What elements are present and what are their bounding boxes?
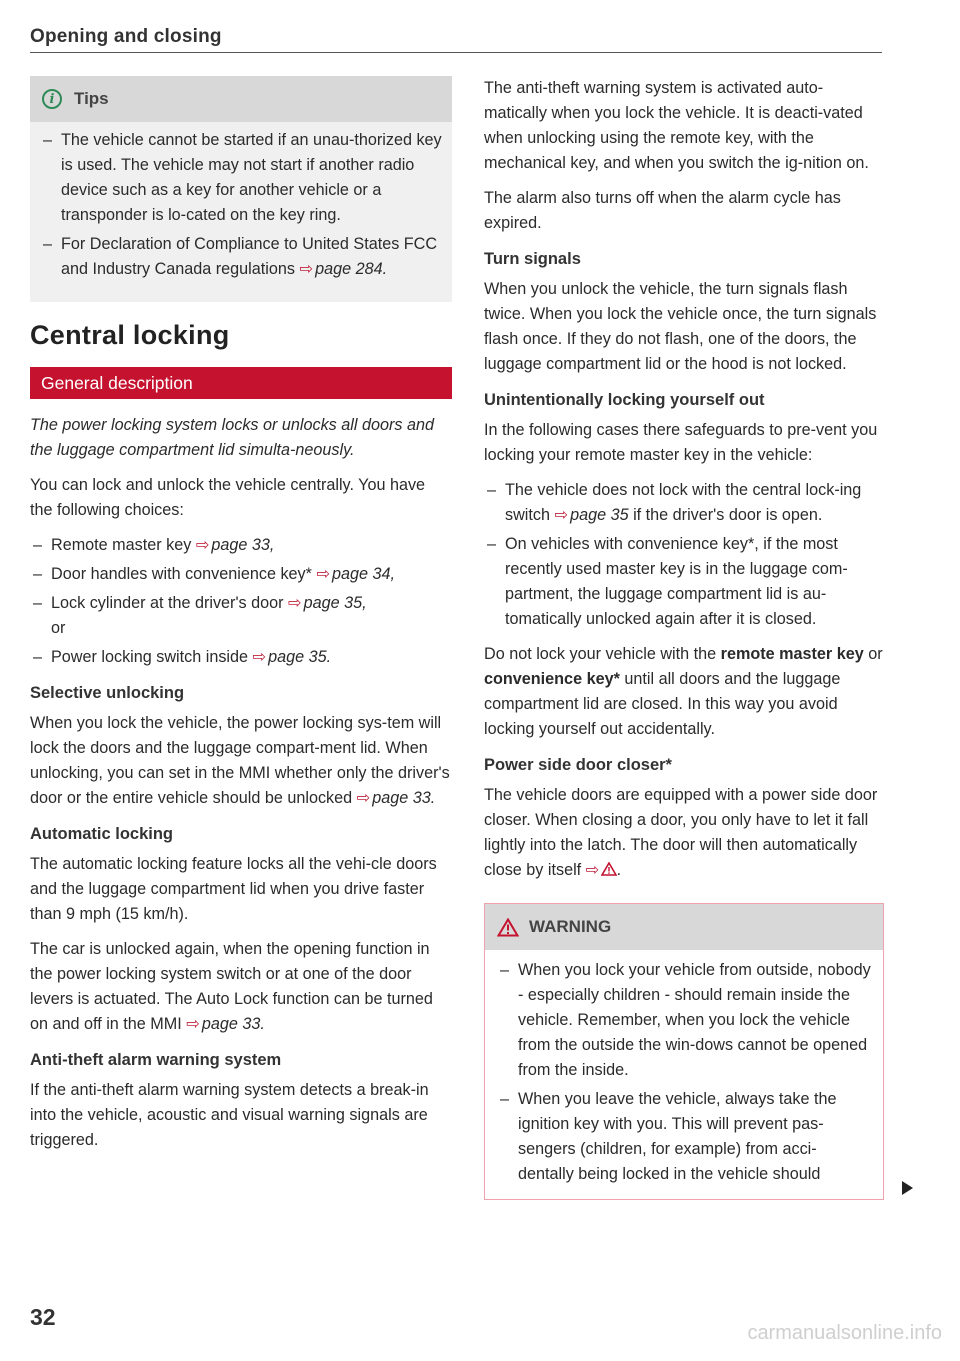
list-item: – When you lock your vehicle from outside, nobody - especially children - should remain inside the vehicle. Remember, when you lock the vehicle from the outside the win-dows cannot be opened from the inside. <box>497 958 871 1083</box>
paragraph: The anti-theft warning system is activated auto-matically when you lock the vehicle. It is deacti-vated when unlocking using the remote key, with the mechanical key, and when you switch the ig-nition on. <box>484 79 869 172</box>
paragraph: When you unlock the vehicle, the turn signals flash twice. When you lock the vehicle once, the turn signals flash once. If they do not flash, one of the doors, the luggage compartment lid or the hood is not locked. <box>484 280 877 373</box>
list-item: – Door handles with convenience key* ⇨ page 34, <box>30 562 452 587</box>
paragraph: Do not lock your vehicle with the remote master key or convenience key* until all doors and the luggage compartment lid are closed. In this way you avoid locking yourself out accidentally. <box>484 645 883 738</box>
arrow-right-icon: ⇨ <box>186 1015 200 1033</box>
watermark: carmanualsonline.info <box>747 1322 942 1344</box>
page-number: 32 <box>30 1304 56 1330</box>
paragraph: You can lock and unlock the vehicle centrally. You have the following choices: <box>30 476 426 519</box>
paragraph: The vehicle doors are equipped with a power side door closer. When closing a door, you only have to let it fall lightly into the latch. The door will then automatically close by itself ⇨ . <box>484 786 878 879</box>
list-item: – For Declaration of Compliance to United States FCC and Industry Canada regulations ⇨ page 284. <box>40 232 442 282</box>
list-item: – Power locking switch inside ⇨ page 35. <box>30 645 452 670</box>
tips-list <box>40 128 442 282</box>
warning-list <box>497 958 871 1187</box>
choices-list <box>30 533 452 670</box>
paragraph: If the anti-theft alarm warning system detects a break-in into the vehicle, acoustic and visual warning signals are triggered. <box>30 1081 429 1149</box>
list-item: – When you leave the vehicle, always take the ignition key with you. This will prevent pas-sengers (children, for example) from acci-dentally being locked in the vehicle should <box>497 1087 871 1187</box>
arrow-right-icon: ⇨ <box>288 594 302 612</box>
arrow-right-icon: ⇨ <box>585 861 600 879</box>
arrow-right-icon: ⇨ <box>316 565 331 583</box>
heading-turn-signals: Turn signals <box>484 250 581 268</box>
list-item: – On vehicles with convenience key*, if the most recently used master key is in the luggage com-partment, the luggage compartment lid is au-tomatically unlocked again after it is closed. <box>484 532 884 632</box>
tips-header <box>30 76 452 122</box>
paragraph: The alarm also turns off when the alarm cycle has expired. <box>484 189 841 232</box>
tips-title: Tips <box>74 89 109 108</box>
arrow-right-icon: ⇨ <box>356 789 371 807</box>
intro-paragraph: The power locking system locks or unlocks all doors and the luggage compartment lid simulta-neously. <box>30 416 434 459</box>
heading-power-side-door-closer: Power side door closer* <box>484 756 672 774</box>
warning-box <box>484 903 884 1200</box>
warning-link[interactable]: ⇨ . <box>585 861 622 879</box>
right-column <box>484 76 884 1200</box>
list-item: – Remote master key ⇨ page 33, <box>30 533 452 558</box>
chapter-title: Opening and closing <box>30 26 222 47</box>
page-link[interactable]: ⇨ page 35 <box>554 506 629 524</box>
list-item: – The vehicle cannot be started if an unau-thorized key is used. The vehicle may not start if another radio device such as a key for another vehicle or a transponder is lo-cated on the key ring. <box>40 128 442 228</box>
paragraph: In the following cases there safeguards to pre-vent you locking your remote master key in the vehicle: <box>484 421 878 464</box>
list-item: – The vehicle does not lock with the central lock-ing switch ⇨ page 35 if the driver's door is open. <box>484 478 884 528</box>
page-link[interactable]: ⇨ page 33. <box>186 1015 265 1033</box>
tips-box <box>30 76 452 302</box>
info-icon: i <box>42 89 62 109</box>
subsection-title-bar: General description <box>30 367 452 399</box>
safeguards-list <box>484 478 884 632</box>
continue-arrow-icon <box>902 1181 913 1195</box>
page-header <box>30 26 882 53</box>
page-link[interactable]: ⇨ page 34, <box>316 565 396 583</box>
list-item: – Lock cylinder at the driver's door ⇨ page 35, or <box>30 591 452 641</box>
page-link[interactable]: ⇨ page 35. <box>252 648 332 666</box>
page-link[interactable]: ⇨ page 33. <box>356 789 436 807</box>
page-link[interactable]: ⇨ page 284. <box>299 260 388 278</box>
paragraph: The automatic locking feature locks all the vehi-cle doors and the luggage compartment lid when you drive faster than 9 mph (15 km/h). <box>30 855 437 923</box>
arrow-right-icon: ⇨ <box>252 648 267 666</box>
arrow-right-icon: ⇨ <box>195 536 210 554</box>
section-title: Central locking <box>30 320 230 350</box>
heading-unintentionally-locking: Unintentionally locking yourself out <box>484 391 765 409</box>
arrow-right-icon: ⇨ <box>554 506 569 524</box>
warning-title: WARNING <box>529 917 612 936</box>
paragraph: The car is unlocked again, when the opening function in the power locking system switch or at one of the door levers is actuated. The Auto Lock function can be turned on and off in the MMI ⇨ page 33. <box>30 940 433 1033</box>
paragraph: When you lock the vehicle, the power locking sys-tem will lock the doors and the luggage compart-ment lid. When unlocking, you can set in the MMI whether only the driver's door or the entire vehicle should be unlocked ⇨ page 33. <box>30 714 450 807</box>
warning-header <box>485 904 883 950</box>
warning-triangle-icon <box>601 862 617 876</box>
page-link[interactable]: ⇨ page 33, <box>195 536 275 554</box>
warning-triangle-icon <box>497 918 519 937</box>
heading-anti-theft: Anti-theft alarm warning system <box>30 1051 282 1069</box>
arrow-right-icon: ⇨ <box>299 260 314 278</box>
left-column <box>30 76 452 1163</box>
page-link[interactable]: ⇨ page 35, <box>288 594 367 612</box>
heading-automatic-locking: Automatic locking <box>30 825 174 843</box>
heading-selective-unlocking: Selective unlocking <box>30 684 185 702</box>
